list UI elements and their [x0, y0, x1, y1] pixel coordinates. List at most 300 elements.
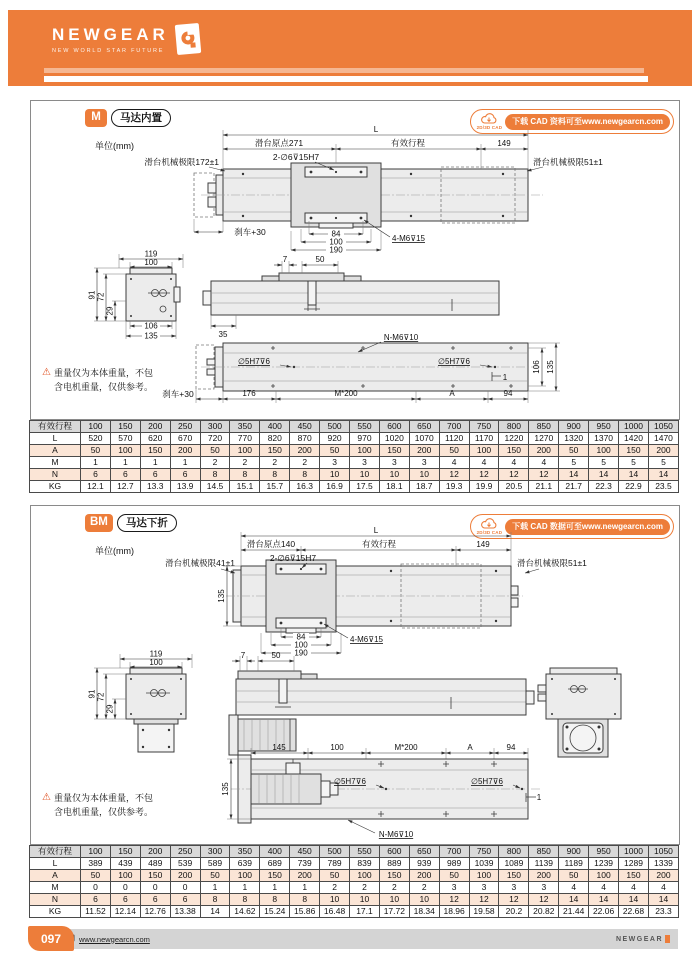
- value-cell: 3: [320, 457, 350, 469]
- value-cell: 200: [648, 870, 678, 882]
- weight-note-m: [42, 367, 153, 394]
- dim-145: 145: [272, 743, 286, 752]
- value-cell: 770: [230, 433, 260, 445]
- value-cell: 900: [559, 846, 589, 858]
- value-cell: 50: [439, 870, 469, 882]
- value-cell: 17.5: [350, 481, 380, 493]
- dim-brake: 刹车+30: [162, 389, 194, 399]
- value-cell: 12: [529, 469, 559, 481]
- row-label-cell: M: [30, 882, 81, 894]
- value-cell: 15.86: [290, 906, 320, 918]
- weight-note-bm: [42, 792, 153, 819]
- value-cell: 8: [260, 469, 290, 481]
- value-cell: 1: [110, 457, 140, 469]
- cad-icon-label: 2D/3D CAD: [476, 530, 503, 535]
- value-cell: 50: [81, 870, 111, 882]
- value-cell: 1120: [439, 433, 469, 445]
- dim-pin-hole-right: ∅5H7⊽6: [471, 777, 503, 786]
- value-cell: 12: [499, 469, 529, 481]
- value-cell: 150: [110, 846, 140, 858]
- dim-100: 100: [144, 258, 158, 267]
- value-cell: 5: [589, 457, 619, 469]
- dim-72: 72: [96, 292, 106, 302]
- value-cell: 3: [379, 457, 409, 469]
- page-header: [8, 10, 692, 86]
- value-cell: 4: [499, 457, 529, 469]
- row-label-cell: M: [30, 457, 81, 469]
- dim-91: 91: [87, 290, 97, 300]
- value-cell: 4: [619, 882, 649, 894]
- footer-website-link[interactable]: www.newgearcn.com: [79, 934, 150, 944]
- value-cell: 22.9: [619, 481, 649, 493]
- value-cell: 8: [200, 894, 230, 906]
- value-cell: 100: [350, 870, 380, 882]
- m-top-body: [194, 163, 543, 228]
- value-cell: 8: [260, 894, 290, 906]
- dim-100: 100: [330, 743, 344, 752]
- value-cell: 1239: [589, 858, 619, 870]
- header-stripe-light: [44, 68, 644, 73]
- dim-176: 176: [242, 389, 256, 398]
- value-cell: 1339: [648, 858, 678, 870]
- value-cell: 150: [499, 870, 529, 882]
- value-cell: 10: [379, 469, 409, 481]
- value-cell: 970: [350, 433, 380, 445]
- dim-1: 1: [502, 373, 508, 382]
- value-cell: 50: [439, 445, 469, 457]
- dim-pin-hole-left: ∅5H7⊽6: [238, 357, 270, 366]
- brand-tagline: NEW WORLD STAR FUTURE: [52, 47, 165, 54]
- value-cell: 620: [140, 433, 170, 445]
- dim-94: 94: [506, 743, 516, 752]
- value-cell: 18.1: [379, 481, 409, 493]
- value-cell: 1089: [499, 858, 529, 870]
- value-cell: 150: [379, 870, 409, 882]
- value-cell: 14: [559, 894, 589, 906]
- value-cell: 150: [499, 445, 529, 457]
- dim-top-holes: 2-∅6⊽15H7: [272, 152, 320, 162]
- value-cell: 6: [140, 894, 170, 906]
- value-cell: 4: [529, 457, 559, 469]
- value-cell: 100: [469, 445, 499, 457]
- value-cell: 22.06: [589, 906, 619, 918]
- dim-effective-stroke: 有效行程: [361, 539, 397, 549]
- dim-pin-hole-right: ∅5H7⊽6: [438, 357, 470, 366]
- value-cell: 1139: [529, 858, 559, 870]
- value-cell: 12: [499, 894, 529, 906]
- row-label-cell: N: [30, 894, 81, 906]
- value-cell: 689: [260, 858, 290, 870]
- value-cell: 2: [230, 457, 260, 469]
- value-cell: 12: [439, 894, 469, 906]
- dim-135: 135: [217, 589, 226, 603]
- dim-pitch: M*200: [334, 389, 358, 398]
- value-cell: 200: [648, 445, 678, 457]
- bm-bottom-dimensions-top: [251, 743, 528, 759]
- footer-brand-icon: [665, 935, 670, 943]
- value-cell: 1: [81, 457, 111, 469]
- value-cell: 8: [290, 469, 320, 481]
- value-cell: 50: [200, 445, 230, 457]
- dim-brake: 刹车+30: [234, 227, 266, 237]
- value-cell: 14: [589, 469, 619, 481]
- dim-84: 84: [331, 229, 341, 239]
- value-cell: 570: [110, 433, 140, 445]
- value-cell: 1: [200, 882, 230, 894]
- bm-end-view-left: [126, 668, 186, 752]
- dim-106: 106: [532, 360, 541, 374]
- note-line-1: 重量仅为本体重量，不包: [53, 368, 153, 378]
- value-cell: 200: [409, 445, 439, 457]
- value-cell: 1050: [648, 421, 678, 433]
- value-cell: 200: [170, 445, 200, 457]
- value-cell: 17.1: [350, 906, 380, 918]
- value-cell: 1020: [379, 433, 409, 445]
- value-cell: 600: [379, 421, 409, 433]
- value-cell: 50: [559, 445, 589, 457]
- m-bottom-body: [196, 343, 541, 391]
- value-cell: 350: [230, 846, 260, 858]
- value-cell: 5: [619, 457, 649, 469]
- value-cell: 12: [529, 894, 559, 906]
- brand-name: NEWGEAR: [52, 25, 169, 44]
- dim-total-length: L: [373, 526, 379, 535]
- value-cell: 889: [379, 858, 409, 870]
- value-cell: 14: [200, 906, 230, 918]
- value-cell: 6: [110, 894, 140, 906]
- value-cell: 20.5: [499, 481, 529, 493]
- dim-a: A: [467, 743, 473, 752]
- value-cell: 15.1: [230, 481, 260, 493]
- drawing-bm-bottom-view: [86, 743, 676, 843]
- dim-135: 135: [221, 782, 230, 796]
- value-cell: 10: [409, 894, 439, 906]
- value-cell: 939: [409, 858, 439, 870]
- value-cell: 200: [170, 870, 200, 882]
- drawing-m-bottom-view: [86, 331, 676, 416]
- value-cell: 8: [230, 894, 260, 906]
- dim-limit-left: 滑台机械极限172±1: [144, 157, 219, 167]
- value-cell: 4: [469, 457, 499, 469]
- value-cell: 3: [350, 457, 380, 469]
- row-label-cell: 有效行程: [30, 421, 81, 433]
- value-cell: 1070: [409, 433, 439, 445]
- value-cell: 1189: [559, 858, 589, 870]
- value-cell: 1: [170, 457, 200, 469]
- value-cell: 800: [499, 421, 529, 433]
- value-cell: 6: [81, 469, 111, 481]
- section-m-badge: M: [85, 109, 107, 127]
- value-cell: 17.72: [379, 906, 409, 918]
- value-cell: 739: [290, 858, 320, 870]
- dim-91: 91: [87, 689, 97, 699]
- value-cell: 8: [230, 469, 260, 481]
- value-cell: 1420: [619, 433, 649, 445]
- value-cell: 150: [140, 445, 170, 457]
- value-cell: 550: [350, 846, 380, 858]
- value-cell: 19.9: [469, 481, 499, 493]
- value-cell: 150: [260, 870, 290, 882]
- value-cell: 200: [140, 421, 170, 433]
- value-cell: 50: [559, 870, 589, 882]
- value-cell: 300: [200, 846, 230, 858]
- dim-origin: 滑台原点140: [246, 539, 296, 549]
- dim-mount-screws: 4-M6⊽15: [350, 635, 383, 644]
- dim-50: 50: [271, 651, 281, 660]
- value-cell: 19.58: [469, 906, 499, 918]
- value-cell: 14: [619, 894, 649, 906]
- value-cell: 350: [230, 421, 260, 433]
- value-cell: 389: [81, 858, 111, 870]
- dim-pin-hole-left: ∅5H7⊽6: [334, 777, 366, 786]
- value-cell: 3: [409, 457, 439, 469]
- dim-a: A: [449, 389, 455, 398]
- row-label-cell: KG: [30, 906, 81, 918]
- value-cell: 4: [559, 882, 589, 894]
- value-cell: 8: [290, 894, 320, 906]
- value-cell: 200: [529, 445, 559, 457]
- value-cell: 3: [529, 882, 559, 894]
- value-cell: 100: [81, 421, 111, 433]
- dim-7: 7: [240, 651, 246, 660]
- warning-icon: ⚠: [42, 367, 51, 378]
- value-cell: 100: [589, 870, 619, 882]
- value-cell: 12.76: [140, 906, 170, 918]
- value-cell: 10: [320, 469, 350, 481]
- value-cell: 500: [320, 846, 350, 858]
- bm-top-body: [226, 560, 523, 633]
- bm-bottom-body: [231, 755, 541, 823]
- unit-label: 单位(mm): [95, 546, 134, 556]
- value-cell: 200: [290, 870, 320, 882]
- value-cell: 22.3: [589, 481, 619, 493]
- header-stripe-white: [44, 76, 648, 82]
- value-cell: 750: [469, 421, 499, 433]
- dim-190: 190: [294, 648, 308, 658]
- value-cell: 400: [260, 421, 290, 433]
- row-label-cell: A: [30, 445, 81, 457]
- value-cell: 14.5: [200, 481, 230, 493]
- value-cell: 200: [409, 870, 439, 882]
- value-cell: 14: [559, 469, 589, 481]
- dim-29: 29: [105, 306, 115, 316]
- value-cell: 250: [170, 846, 200, 858]
- value-cell: 539: [170, 858, 200, 870]
- dim-119: 119: [144, 249, 158, 259]
- value-cell: 589: [200, 858, 230, 870]
- value-cell: 2: [350, 882, 380, 894]
- section-bm-title: 马达下折: [117, 514, 177, 532]
- value-cell: 1: [230, 882, 260, 894]
- value-cell: 11.52: [81, 906, 111, 918]
- value-cell: 100: [589, 445, 619, 457]
- value-cell: 16.48: [320, 906, 350, 918]
- value-cell: 920: [320, 433, 350, 445]
- note-line-2: 含电机重量，仅供参考。: [53, 806, 153, 817]
- dim-135: 135: [144, 331, 158, 341]
- value-cell: 50: [320, 445, 350, 457]
- dim-84: 84: [296, 632, 306, 642]
- brand-logo: [52, 26, 200, 54]
- value-cell: 23.5: [648, 481, 678, 493]
- dim-1: 1: [536, 793, 542, 802]
- value-cell: 150: [260, 445, 290, 457]
- value-cell: 500: [320, 421, 350, 433]
- dim-119: 119: [149, 649, 163, 659]
- value-cell: 13.38: [170, 906, 200, 918]
- row-label-cell: 有效行程: [30, 846, 81, 858]
- value-cell: 200: [290, 445, 320, 457]
- value-cell: 20.82: [529, 906, 559, 918]
- value-cell: 6: [140, 469, 170, 481]
- value-cell: 750: [469, 846, 499, 858]
- dim-total-length: L: [373, 125, 379, 134]
- row-label-cell: KG: [30, 481, 81, 493]
- value-cell: 100: [469, 870, 499, 882]
- value-cell: 0: [81, 882, 111, 894]
- value-cell: 0: [110, 882, 140, 894]
- value-cell: 2: [260, 457, 290, 469]
- value-cell: 18.34: [409, 906, 439, 918]
- value-cell: 12.1: [81, 481, 111, 493]
- value-cell: 4: [648, 882, 678, 894]
- value-cell: 50: [81, 445, 111, 457]
- value-cell: 4: [589, 882, 619, 894]
- dim-100: 100: [329, 237, 343, 247]
- value-cell: 800: [499, 846, 529, 858]
- value-cell: 950: [589, 421, 619, 433]
- cad-icon-label: 2D/3D CAD: [476, 125, 503, 130]
- value-cell: 870: [290, 433, 320, 445]
- value-cell: 14: [619, 469, 649, 481]
- value-cell: 1370: [589, 433, 619, 445]
- cad-button-label: 下载 CAD 数据可至www.newgearcn.com: [505, 519, 670, 535]
- value-cell: 2: [290, 457, 320, 469]
- value-cell: 21.1: [529, 481, 559, 493]
- value-cell: 1170: [469, 433, 499, 445]
- value-cell: 0: [140, 882, 170, 894]
- value-cell: 820: [260, 433, 290, 445]
- value-cell: 789: [320, 858, 350, 870]
- value-cell: 10: [350, 894, 380, 906]
- newgear-logo-icon: [175, 23, 202, 55]
- dim-origin: 滑台原点271: [254, 138, 304, 148]
- section-m-title: 马达内置: [111, 109, 171, 127]
- cad-button-label: 下载 CAD 资料可至www.newgearcn.com: [505, 114, 670, 130]
- value-cell: 100: [350, 445, 380, 457]
- row-label-cell: A: [30, 870, 81, 882]
- value-cell: 12.14: [110, 906, 140, 918]
- dim-190: 190: [329, 245, 343, 255]
- value-cell: 150: [379, 445, 409, 457]
- value-cell: 520: [81, 433, 111, 445]
- value-cell: 989: [439, 858, 469, 870]
- note-line-2: 含电机重量，仅供参考。: [53, 381, 153, 392]
- spec-table-bm: [29, 845, 679, 918]
- value-cell: 550: [350, 421, 380, 433]
- value-cell: 23.3: [648, 906, 678, 918]
- value-cell: 100: [230, 870, 260, 882]
- value-cell: 16.3: [290, 481, 320, 493]
- dim-94: 94: [503, 389, 513, 398]
- dim-body-screws: N-M6⊽10: [378, 830, 414, 839]
- value-cell: 150: [140, 870, 170, 882]
- value-cell: 50: [320, 870, 350, 882]
- value-cell: 250: [170, 421, 200, 433]
- dim-149: 149: [476, 540, 490, 549]
- value-cell: 700: [439, 846, 469, 858]
- value-cell: 10: [320, 894, 350, 906]
- value-cell: 1: [140, 457, 170, 469]
- dim-106: 106: [144, 321, 158, 331]
- value-cell: 400: [260, 846, 290, 858]
- value-cell: 670: [170, 433, 200, 445]
- value-cell: 1470: [648, 433, 678, 445]
- value-cell: 700: [439, 421, 469, 433]
- footer-bar: [56, 929, 678, 949]
- value-cell: 2: [200, 457, 230, 469]
- value-cell: 19.3: [439, 481, 469, 493]
- value-cell: 1000: [619, 421, 649, 433]
- value-cell: 15.7: [260, 481, 290, 493]
- value-cell: 6: [110, 469, 140, 481]
- value-cell: 3: [439, 882, 469, 894]
- value-cell: 100: [230, 445, 260, 457]
- value-cell: 14.62: [230, 906, 260, 918]
- dim-100: 100: [294, 640, 308, 650]
- value-cell: 1050: [648, 846, 678, 858]
- value-cell: 1: [260, 882, 290, 894]
- value-cell: 10: [409, 469, 439, 481]
- value-cell: 5: [559, 457, 589, 469]
- value-cell: 6: [81, 894, 111, 906]
- value-cell: 21.44: [559, 906, 589, 918]
- value-cell: 450: [290, 421, 320, 433]
- value-cell: 0: [170, 882, 200, 894]
- footer-brand-name: NEWGEAR: [615, 935, 663, 943]
- value-cell: 1320: [559, 433, 589, 445]
- value-cell: 15.24: [260, 906, 290, 918]
- m-side-view: [203, 273, 499, 315]
- value-cell: 18.7: [409, 481, 439, 493]
- value-cell: 150: [619, 870, 649, 882]
- dim-limit-left: 滑台机械极限41±1: [165, 558, 235, 568]
- value-cell: 1270: [529, 433, 559, 445]
- value-cell: 200: [529, 870, 559, 882]
- value-cell: 2: [320, 882, 350, 894]
- value-cell: 2: [409, 882, 439, 894]
- drawing-m-top-view: [91, 121, 661, 258]
- unit-label: 单位(mm): [95, 141, 134, 151]
- row-label-cell: L: [30, 433, 81, 445]
- newgear-logo-glyph: [179, 28, 197, 49]
- dim-mount-screws: 4-M6⊽15: [392, 234, 425, 243]
- dim-effective-stroke: 有效行程: [390, 138, 426, 148]
- value-cell: 850: [529, 421, 559, 433]
- value-cell: 13.9: [170, 481, 200, 493]
- dim-top-holes: 2-∅6⊽15H7: [269, 553, 317, 563]
- value-cell: 22.68: [619, 906, 649, 918]
- dim-135: 135: [546, 360, 555, 374]
- dim-7: 7: [282, 255, 288, 264]
- dim-29: 29: [105, 704, 115, 714]
- value-cell: 6: [170, 469, 200, 481]
- value-cell: 6: [170, 894, 200, 906]
- value-cell: 639: [230, 858, 260, 870]
- value-cell: 5: [648, 457, 678, 469]
- value-cell: 10: [379, 894, 409, 906]
- value-cell: 12.7: [110, 481, 140, 493]
